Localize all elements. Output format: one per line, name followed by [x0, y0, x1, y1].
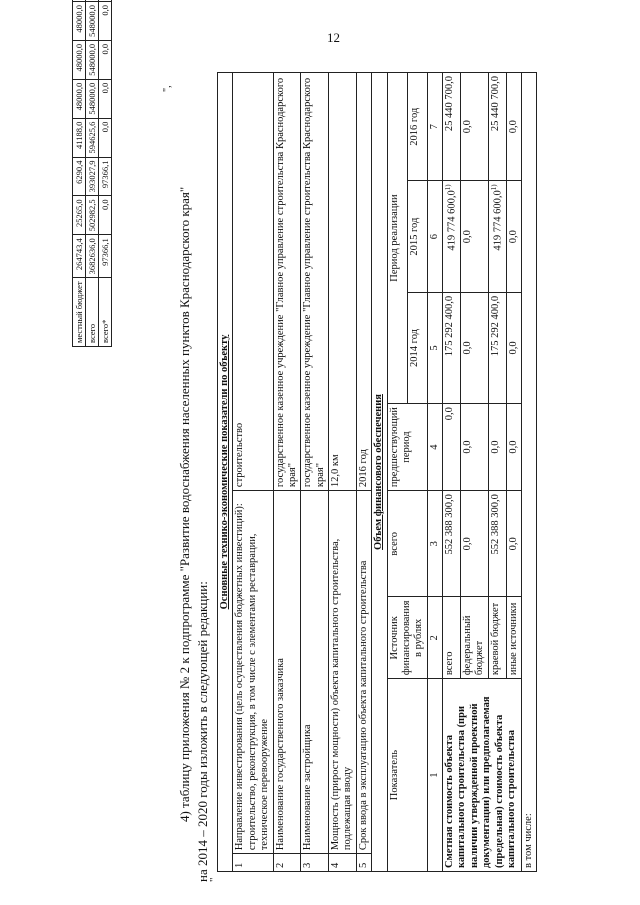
- table-row: [521, 73, 536, 872]
- finance-prev: 0,0: [443, 404, 461, 491]
- table-row: [73, 0, 86, 347]
- finance-total: 0,0: [506, 491, 521, 597]
- table-cell: 41188,0: [73, 118, 86, 157]
- table-cell: 0,0: [99, 196, 112, 235]
- finance-2014: 0,0: [460, 292, 488, 403]
- tech-indicator-name: Мощность (прирост мощности) объекта капитального строительства, подлежащая вводу: [329, 491, 357, 854]
- table-cell: 502982,5: [86, 196, 99, 235]
- table-cell: 97366,1: [99, 235, 112, 278]
- header-total: всего: [387, 491, 427, 597]
- table-row: [233, 73, 273, 872]
- section-title-tech: Основные технико-экономические показатели по объекту: [218, 73, 233, 872]
- amendment-heading-continuation: на 2014 – 2020 годы изложить в следующей редакции:: [195, 581, 210, 882]
- column-number: 2: [427, 597, 442, 679]
- table-cell: 0,0: [99, 40, 112, 79]
- table-cell: 0,0: [99, 79, 112, 118]
- row-number: 1: [233, 854, 273, 872]
- column-number: 6: [427, 181, 442, 292]
- table-cell: 548000,0: [86, 2, 99, 41]
- tech-indicator-value: 2016 год: [356, 73, 371, 491]
- table-cell: 264743,4: [73, 235, 86, 278]
- table-cell: 48000,0: [73, 2, 86, 41]
- opening-quote-mark: ": [208, 877, 220, 882]
- finance-indicator-name: Сметная стоимость объекта капитального строительства (при наличии утвержденной проектной документации) или предполагаемая (предельная) стоимость объекта капитального строительства: [443, 679, 522, 872]
- finance-2016: 25 440 700,0: [488, 73, 506, 181]
- finance-2014: 175 292 400,0: [443, 292, 461, 403]
- object-passport-table: [217, 72, 537, 872]
- tech-indicator-name: Наименование государственного заказчика: [273, 491, 301, 854]
- finance-2016: 25 440 700,0: [443, 73, 461, 181]
- finance-prev: 0,0: [488, 404, 506, 491]
- tech-indicator-name: Наименование застройщика: [301, 491, 329, 854]
- header-year-2015: 2015 год: [407, 181, 427, 292]
- tech-indicator-name: Срок ввода в эксплуатацию объекта капитального строительства: [356, 491, 371, 854]
- finance-prev: 0,0: [506, 404, 521, 491]
- finance-2016: 0,0: [460, 73, 488, 181]
- finance-2015-value: 419 774 600,0: [446, 190, 458, 251]
- table-row: [273, 73, 301, 872]
- section-title-finance: Объем финансового обеспечения: [372, 73, 387, 872]
- finance-total: 0,0: [460, 491, 488, 597]
- row-number: 5: [356, 854, 371, 872]
- closing-quote-mark: ",: [162, 85, 173, 92]
- finance-source: федеральный бюджет: [460, 597, 488, 679]
- header-indicator: Показатель: [387, 679, 427, 872]
- table-cell: 3682636,0: [86, 235, 99, 278]
- page-number: 12: [327, 30, 340, 45]
- finance-2015-value: 419 774 600,0: [492, 190, 504, 251]
- header-implementation-period: Период реализации: [387, 73, 407, 404]
- column-number: 7: [427, 73, 442, 181]
- finance-2015: 0,0: [460, 181, 488, 292]
- row-number: 2: [273, 854, 301, 872]
- finance-2015: [488, 181, 506, 292]
- finance-total: 552 388 300,0: [488, 491, 506, 597]
- finance-source: иные источники: [506, 597, 521, 679]
- header-year-2016: 2016 год: [407, 73, 427, 181]
- row-label: всего: [86, 278, 99, 347]
- table-cell: 48000,0: [73, 40, 86, 79]
- tech-indicator-value: строительство: [233, 73, 273, 491]
- table-row: [301, 73, 329, 872]
- table-row: [99, 0, 112, 347]
- finance-prev: 0,0: [460, 404, 488, 491]
- including-label: в том числе:: [521, 73, 536, 872]
- table-row: [86, 0, 99, 347]
- tech-indicator-name: Направление инвестирования (цель осуществления бюджетных инвестиций): строительство, реконструкция, в том числе с элементами реставрации, техническое перевооружение: [233, 491, 273, 854]
- row-number: 3: [301, 854, 329, 872]
- table-cell: 0,0: [99, 2, 112, 41]
- tech-indicator-value: государственное казенное учреждение "Главное управление строительства Краснодарского края": [301, 73, 329, 491]
- table-cell: [73, 0, 86, 2]
- row-number: 4: [329, 854, 357, 872]
- finance-source: всего: [443, 597, 461, 679]
- table-cell: 548000,0: [86, 79, 99, 118]
- amendment-heading: 4) таблицу приложения № 2 к подпрограмме "Развитие водоснабжения населенных пунктов Краснодарского края": [177, 186, 192, 822]
- finance-2015: 0,0: [506, 181, 521, 292]
- rotated-page-content: [72, 5, 602, 882]
- column-number: 4: [427, 404, 442, 491]
- column-number: 5: [427, 292, 442, 403]
- finance-header-row: [387, 73, 407, 872]
- column-number: 1: [427, 679, 442, 872]
- footnote-mark: 1): [489, 184, 498, 191]
- finance-total: 552 388 300,0: [443, 491, 461, 597]
- table-cell: 25265,0: [73, 196, 86, 235]
- table-row: [356, 73, 371, 872]
- tech-indicator-value: государственное казенное учреждение "Главное управление строительства Краснодарского края": [273, 73, 301, 491]
- row-label: местный бюджет: [73, 278, 86, 347]
- header-year-2014: 2014 год: [407, 292, 427, 403]
- column-number: 3: [427, 491, 442, 597]
- table-row: [443, 73, 461, 872]
- finance-2015: [443, 181, 461, 292]
- table-cell: 594625,6: [86, 118, 99, 157]
- section-header-row: [218, 73, 233, 872]
- table-cell: 97366,1: [99, 157, 112, 196]
- section-header-row: [372, 73, 387, 872]
- table-cell: [99, 0, 112, 2]
- finance-2016: 0,0: [506, 73, 521, 181]
- finance-source: краевой бюджет: [488, 597, 506, 679]
- table-cell: [86, 0, 99, 2]
- table-row: [329, 73, 357, 872]
- table-cell: 6290,4: [73, 157, 86, 196]
- table-cell: 393027,9: [86, 157, 99, 196]
- table-cell: 48000,0: [73, 79, 86, 118]
- tech-indicator-value: 12,0 км: [329, 73, 357, 491]
- top-budget-table: [72, 0, 112, 347]
- table-cell: 0,0: [99, 118, 112, 157]
- column-number-row: [427, 73, 442, 872]
- header-previous-period: предшествующий период: [387, 404, 427, 491]
- header-source: Источник финансирования в рублях: [387, 597, 427, 679]
- finance-2014: 175 292 400,0: [488, 292, 506, 403]
- table-cell: 548000,0: [86, 40, 99, 79]
- footnote-mark: 1): [444, 184, 452, 191]
- finance-2014: 0,0: [506, 292, 521, 403]
- row-label: всего*: [99, 278, 112, 347]
